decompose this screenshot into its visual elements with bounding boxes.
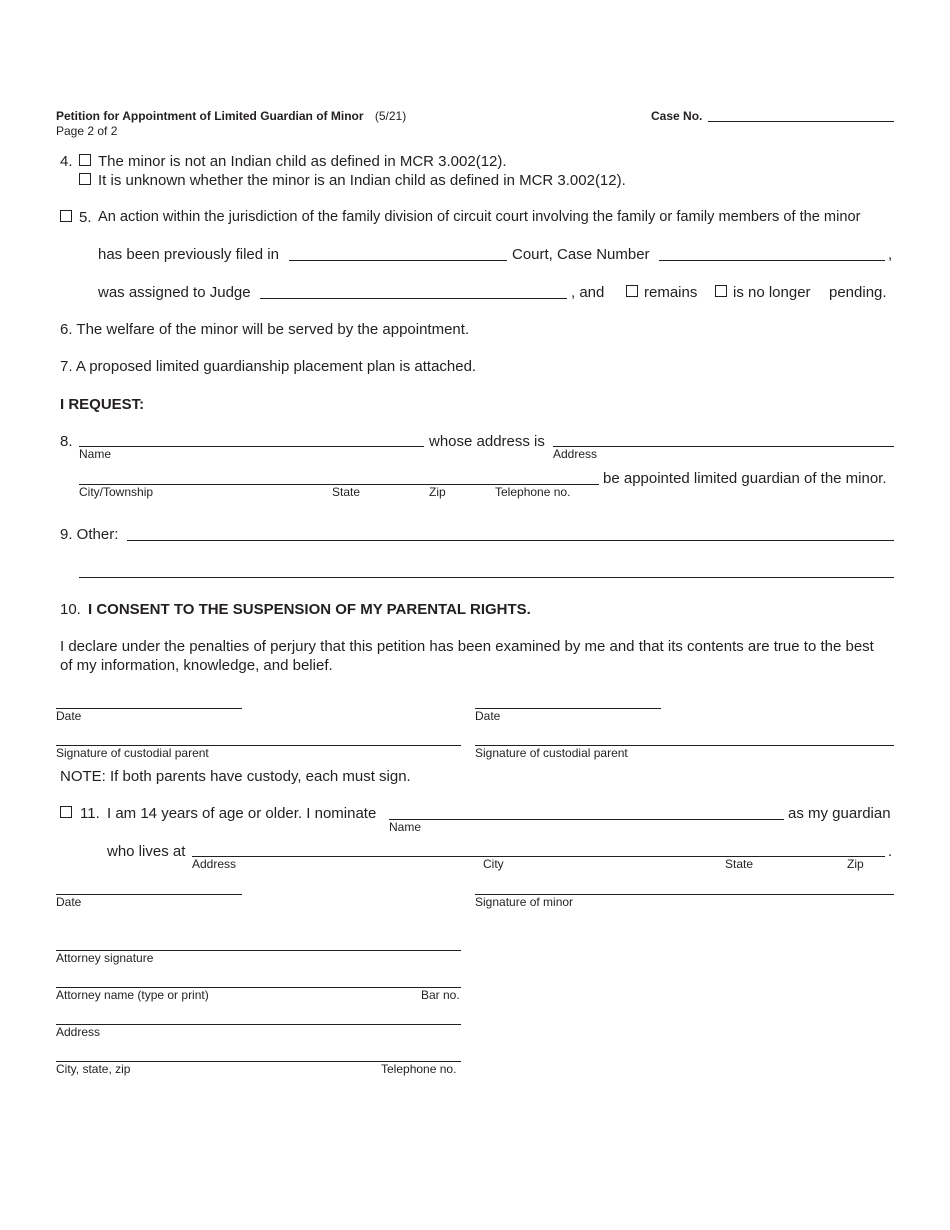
- parent2-date-label: Date: [475, 709, 501, 723]
- item9-label: 9. Other:: [60, 526, 119, 543]
- item11-number: 11.: [80, 805, 100, 822]
- item5-court-field[interactable]: [289, 260, 507, 261]
- item9-other-field-line2[interactable]: [79, 577, 894, 578]
- parent2-date-field[interactable]: [475, 708, 661, 709]
- item5-checkbox[interactable]: [60, 210, 72, 222]
- item7-text: 7. A proposed limited guardianship placement plan is attached.: [60, 358, 477, 375]
- minor-date-label: Date: [56, 895, 82, 909]
- item8-phone-label: Telephone no.: [495, 485, 571, 499]
- declaration-line1: I declare under the penalties of perjury that this petition has been examined by me and that its contents are true to the best: [60, 638, 874, 655]
- item10-text: I CONSENT TO THE SUSPENSION OF MY PARENTAL RIGHTS.: [88, 601, 531, 618]
- attorney-city-label: City, state, zip: [56, 1062, 131, 1076]
- item5-remains-checkbox[interactable]: [626, 285, 638, 297]
- item11-city-label: City: [483, 857, 504, 871]
- item4-number: 4.: [60, 153, 73, 170]
- item11-name-label: Name: [389, 820, 422, 834]
- request-heading: I REQUEST:: [60, 396, 145, 413]
- item8-whose-address: whose address is: [429, 433, 545, 450]
- item4-option2-text: It is unknown whether the minor is an Indian child as defined in MCR 3.002(12).: [98, 172, 626, 189]
- item8-city-label: City/Township: [79, 485, 154, 499]
- item11-nominee-address-field[interactable]: [192, 856, 885, 857]
- item5-number: 5.: [79, 209, 92, 226]
- case-no-field[interactable]: [708, 121, 894, 122]
- item11-period: .: [888, 843, 893, 860]
- item11-as-guardian: as my guardian: [788, 805, 891, 822]
- minor-signature-label: Signature of minor: [475, 895, 574, 909]
- attorney-signature-label: Attorney signature: [56, 951, 154, 965]
- attorney-address-label: Address: [56, 1025, 101, 1039]
- parent1-signature-label: Signature of custodial parent: [56, 746, 209, 760]
- attorney-bar-label: Bar no.: [421, 988, 460, 1002]
- item8-state-label: State: [332, 485, 361, 499]
- item5-no-longer-label: is no longer: [733, 284, 811, 301]
- item4-option1-text: The minor is not an Indian child as defined in MCR 3.002(12).: [98, 153, 507, 170]
- attorney-name-label: Attorney name (type or print): [56, 988, 209, 1002]
- item8-name-label: Name: [79, 447, 112, 461]
- parent1-date-field[interactable]: [56, 708, 242, 709]
- item5-remains-label: remains: [644, 284, 698, 301]
- attorney-phone-label: Telephone no.: [381, 1062, 457, 1076]
- item8-name-field[interactable]: [79, 446, 424, 447]
- item8-zip-label: Zip: [429, 485, 446, 499]
- case-no-label: Case No.: [651, 109, 703, 123]
- item10-number: 10.: [60, 601, 81, 618]
- item5-no-longer-checkbox[interactable]: [715, 285, 727, 297]
- item11-address-label: Address: [192, 857, 237, 871]
- both-parents-note: NOTE: If both parents have custody, each must sign.: [60, 768, 411, 785]
- parent1-date-label: Date: [56, 709, 82, 723]
- item8-number: 8.: [60, 433, 73, 450]
- item5-assigned-label: was assigned to Judge: [98, 284, 251, 301]
- item5-comma: ,: [888, 246, 893, 263]
- item8-address-field[interactable]: [553, 446, 894, 447]
- attorney-address-field[interactable]: [56, 1024, 461, 1025]
- item5-filed-in-label: has been previously filed in: [98, 246, 279, 263]
- item5-pending-label: pending.: [829, 284, 887, 301]
- item8-appointed-text: be appointed limited guardian of the minor.: [603, 470, 887, 487]
- item5-and: , and: [571, 284, 605, 301]
- minor-date-field[interactable]: [56, 894, 242, 895]
- item5-court-case-label: Court, Case Number: [512, 246, 650, 263]
- item11-text: I am 14 years of age or older. I nominate: [107, 805, 377, 822]
- item6-text: 6. The welfare of the minor will be served by the appointment.: [60, 321, 470, 338]
- item4-checkbox-unknown[interactable]: [79, 173, 91, 185]
- page-number: Page 2 of 2: [56, 124, 118, 138]
- item9-other-field-line1[interactable]: [127, 540, 894, 541]
- item5-line1: An action within the jurisdiction of the family division of circuit court involving the family or family members of the minor: [98, 209, 861, 225]
- form-title: Petition for Appointment of Limited Guardian of Minor (5/21): [56, 109, 407, 123]
- item4-checkbox-not-indian[interactable]: [79, 154, 91, 166]
- item11-zip-label: Zip: [847, 857, 864, 871]
- form-revision: (5/21): [374, 109, 407, 123]
- item5-judge-field[interactable]: [260, 298, 567, 299]
- item8-address-label: Address: [553, 447, 598, 461]
- item11-nominee-name-field[interactable]: [389, 819, 784, 820]
- item5-case-number-field[interactable]: [659, 260, 885, 261]
- declaration-line2: of my information, knowledge, and belief.: [60, 657, 333, 674]
- item11-lives-at: who lives at: [107, 843, 186, 860]
- item11-checkbox[interactable]: [60, 806, 72, 818]
- parent2-signature-label: Signature of custodial parent: [475, 746, 628, 760]
- item11-state-label: State: [725, 857, 754, 871]
